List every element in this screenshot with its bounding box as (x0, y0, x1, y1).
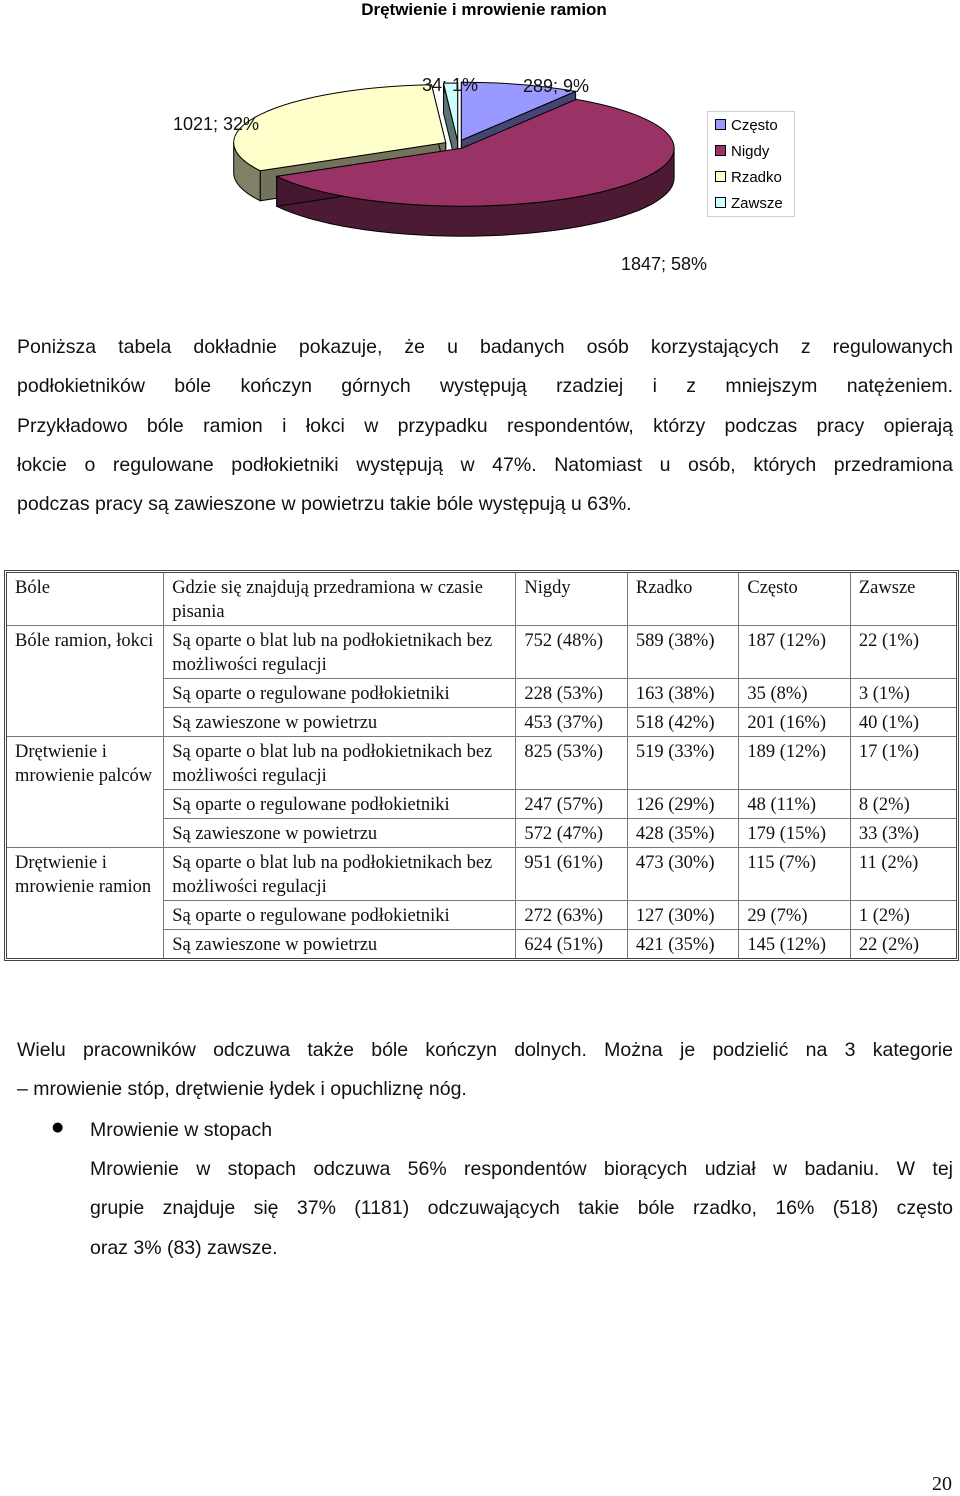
paragraph-lower-limbs (17, 1031, 953, 1110)
group-label: Drętwienie i mrowienie ramion (7, 848, 164, 958)
text-line: Mrowienie w stopach odczuwa 56% respondentów biorących udział w badaniu. W tej (90, 1158, 953, 1180)
chart-legend (707, 111, 795, 217)
value-cell: 127 (30%) (628, 901, 740, 930)
table-row (7, 848, 956, 901)
value-cell: 421 (35%) (628, 930, 740, 958)
value-cell: 33 (3%) (851, 819, 956, 848)
value-cell: 126 (29%) (628, 790, 740, 819)
text-line: Mrowienie w stopach (90, 1119, 273, 1141)
header-cell: Zawsze (851, 573, 956, 626)
value-cell: 519 (33%) (628, 737, 740, 790)
data-label-zawsze: 34; 1% (421, 75, 479, 95)
header-cell: Nigdy (516, 573, 628, 626)
data-label-czesto: 289; 9% (522, 76, 590, 96)
pie-chart (0, 40, 960, 280)
value-cell: 179 (15%) (739, 819, 851, 848)
where-cell: Są oparte o blat lub na podłokietnikach bez możliwości regulacji (164, 848, 516, 901)
value-cell: 22 (2%) (858, 935, 919, 955)
value-cell: 17 (1%) (851, 737, 956, 790)
header-cell: Gdzie się znajdują przedramiona w czasie pisania (164, 573, 516, 626)
where-cell: Są zawieszone w powietrzu (164, 930, 516, 958)
value-cell: 428 (35%) (628, 819, 740, 848)
value-cell: 115 (7%) (739, 848, 851, 901)
text-line: Wielu pracowników odczuwa także bóle kończyn dolnych. Można je podzielić na 3 kategorie (17, 1039, 953, 1061)
text-line: Przykładowo bóle ramion i łokci w przypadku respondentów, którzy podczas pracy opierają (17, 414, 953, 437)
value-cell: 473 (30%) (628, 848, 740, 901)
group-label: Drętwienie i mrowienie palców (7, 737, 164, 848)
text-line: oraz 3% (83) zawsze. (90, 1236, 278, 1259)
text-line: Poniższa tabela dokładnie pokazuje, że u badanych osób korzystających z regulowanych (17, 336, 953, 358)
legend-label: Rzadko (731, 169, 782, 186)
legend-item-nigdy (715, 142, 769, 162)
value-cell: 825 (53%) (516, 737, 628, 790)
value-cell: 572 (47%) (516, 819, 628, 848)
legend-swatch (715, 171, 726, 182)
text-line: podczas pracy są zawieszone w powietrzu takie bóle występują u 63%. (17, 493, 632, 516)
where-cell: Są zawieszone w powietrzu (164, 708, 516, 737)
value-cell: 201 (16%) (739, 708, 851, 737)
legend-item-zawsze (715, 194, 783, 214)
value-cell: 145 (12%) (739, 930, 851, 958)
value-cell: 272 (63%) (516, 901, 628, 930)
value-cell: 518 (42%) (628, 708, 740, 737)
legend-label: Zawsze (731, 195, 783, 212)
legend-item-rzadko (715, 168, 782, 188)
value-cell: 11 (2%) (851, 848, 956, 901)
legend-swatch (715, 197, 726, 208)
pain-table (4, 570, 959, 961)
where-cell: Są oparte o blat lub na podłokietnikach bez możliwości regulacji (164, 626, 516, 679)
value-cell: 163 (38%) (628, 679, 740, 708)
value-cell: 29 (7%) (739, 901, 851, 930)
legend-swatch (715, 119, 726, 130)
header-cell: Bóle (7, 573, 164, 626)
value-cell: 589 (38%) (628, 626, 740, 679)
value-cell: 228 (53%) (516, 679, 628, 708)
legend-label: Nigdy (731, 143, 770, 160)
text-line: grupie znajduje się 37% (1181) odczuwających takie bóle rzadko, 16% (518) często (90, 1197, 953, 1220)
page-number: 20 (932, 1473, 952, 1495)
legend-item-czesto (715, 116, 778, 136)
where-cell: Są oparte o regulowane podłokietniki (164, 901, 516, 930)
value-cell: 40 (1%) (851, 708, 956, 737)
value-cell: 624 (51%) (516, 930, 628, 958)
value-cell: 8 (2%) (851, 790, 956, 819)
pie-slices (234, 82, 674, 236)
legend-swatch (715, 145, 726, 156)
bullet-icon: ● (52, 1120, 64, 1135)
text-line: podłokietników bóle kończyn górnych występują rzadziej i z mniejszym natężeniem. (17, 375, 953, 398)
where-cell: Są oparte o blat lub na podłokietnikach bez możliwości regulacji (164, 737, 516, 790)
value-cell: 48 (11%) (739, 790, 851, 819)
group-label: Bóle ramion, łokci (7, 626, 164, 737)
data-label-rzadko: 1021; 32% (172, 114, 260, 134)
table-row (7, 737, 956, 790)
value-cell: 951 (61%) (516, 848, 628, 901)
paragraph-feet (90, 1150, 953, 1268)
data-label-nigdy: 1847; 58% (620, 254, 708, 274)
text-line: – mrowienie stóp, drętwienie łydek i opuchliznę nóg. (17, 1078, 467, 1101)
value-cell: 752 (48%) (516, 626, 628, 679)
table-header-row (7, 573, 956, 626)
value-cell: 453 (37%) (516, 708, 628, 737)
chart-title: Drętwienie i mrowienie ramion (361, 0, 607, 19)
value-cell: 3 (1%) (851, 679, 956, 708)
text-line: łokcie o regulowane podłokietniki występują w 47%. Natomiast u osób, których przedramiona (17, 453, 953, 476)
value-cell: 187 (12%) (739, 626, 851, 679)
header-cell: Rzadko (628, 573, 740, 626)
value-cell: 189 (12%) (739, 737, 851, 790)
where-cell: Są oparte o regulowane podłokietniki (164, 790, 516, 819)
header-cell: Często (739, 573, 851, 626)
value-cell: 22 (1%) (851, 626, 956, 679)
bullet-item (90, 1111, 953, 1150)
where-cell: Są oparte o regulowane podłokietniki (164, 679, 516, 708)
table-row (7, 626, 956, 679)
paragraph-intro (17, 328, 953, 524)
where-cell: Są zawieszone w powietrzu (164, 819, 516, 848)
value-cell: 1 (2%) (851, 901, 956, 930)
value-cell: 247 (57%) (516, 790, 628, 819)
legend-label: Często (731, 117, 778, 134)
value-cell: 35 (8%) (739, 679, 851, 708)
